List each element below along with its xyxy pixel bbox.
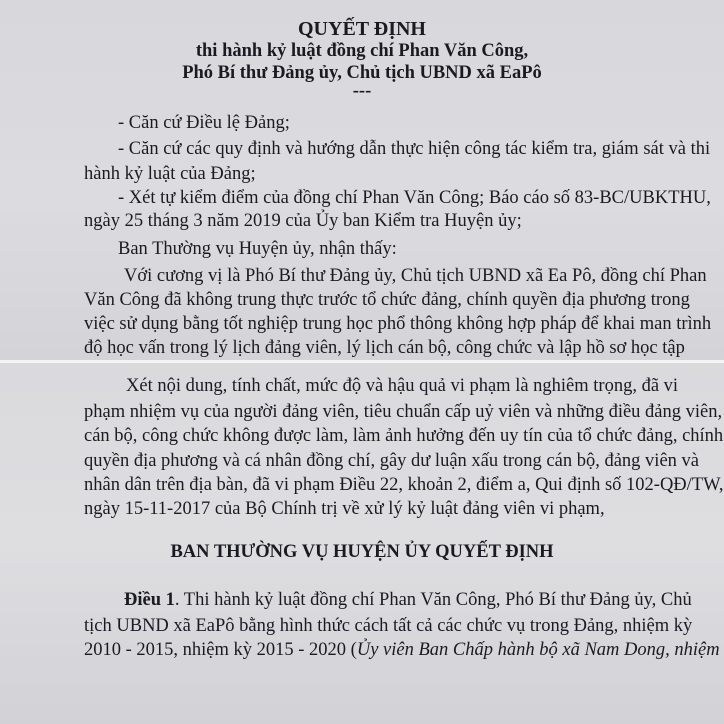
assessment-line-3: cán bộ, công chức không được làm, làm ảnh hưởng đến uy tín của tổ chức đảng, chính — [84, 426, 724, 446]
assessment-line-1: Xét nội dung, tính chất, mức độ và hậu quả vi phạm là nghiêm trọng, đã vi — [126, 376, 679, 396]
assessment-line-4: quyền địa phương và cá nhân đồng chí, gây dư luận xấu trong cán bộ, đảng viên và — [84, 451, 699, 471]
title-separator: --- — [352, 81, 372, 101]
findings-line-2: Văn Công đã không trung thực trước tổ chức đảng, chính quyền địa phương trong — [84, 290, 690, 310]
basis-line-3: hành kỷ luật của Đảng; — [84, 164, 256, 184]
basis-line-5: ngày 25 tháng 3 năm 2019 của Ủy ban Kiểm tra Huyện ủy; — [84, 211, 522, 231]
decision-subtitle-line2: Phó Bí thư Đảng ủy, Chủ tịch UBND xã EaPô — [182, 63, 542, 83]
article-1-label: Điều 1 — [124, 590, 175, 610]
document-photo-top — [0, 0, 724, 360]
findings-line-1: Với cương vị là Phó Bí thư Đảng ủy, Chủ tịch UBND xã Ea Pô, đồng chí Phan — [124, 266, 707, 286]
assessment-line-2: phạm nhiệm vụ của người đảng viên, tiêu chuẩn cấp uỷ viên và những điều đảng viên, — [84, 402, 723, 422]
assessment-line-6: ngày 15-11-2017 của Bộ Chính trị về xử lý kỷ luật đảng viên vi phạm, — [84, 499, 605, 519]
standing-committee-note: Ban Thường vụ Huyện ủy, nhận thấy: — [118, 239, 397, 259]
article-1-text: . Thi hành kỷ luật đồng chí Phan Văn Công, Phó Bí thư Đảng ủy, Chủ — [174, 590, 692, 610]
basis-line-1: - Căn cứ Điều lệ Đảng; — [118, 113, 290, 133]
decision-heading: BAN THƯỜNG VỤ HUYỆN ỦY QUYẾT ĐỊNH — [170, 542, 554, 562]
article-1-term: 2010 - 2015, nhiệm kỳ 2015 - 2020 ( — [84, 640, 357, 660]
findings-line-4: độ học vấn trong lý lịch đảng viên, lý lịch cán bộ, công chức và lập hồ sơ học tập — [84, 338, 685, 358]
basis-line-2: - Căn cứ các quy định và hướng dẫn thực hiện công tác kiểm tra, giám sát và thi — [118, 139, 711, 159]
decision-title: QUYẾT ĐỊNH — [298, 18, 426, 40]
basis-line-4: - Xét tự kiểm điểm của đồng chí Phan Văn Công; Báo cáo số 83-BC/UBKTHU, — [118, 188, 711, 208]
article-1-line-3 — [84, 639, 720, 661]
document-photo-bottom — [0, 363, 724, 724]
article-1-italic: Ủy viên Ban Chấp hành bộ xã Nam Dong, nhiệm — [356, 640, 720, 660]
decision-subtitle-line1: thi hành kỷ luật đồng chí Phan Văn Công, — [195, 41, 529, 61]
findings-line-3: việc sử dụng bằng tốt nghiệp trung học phổ thông không hợp pháp để khai man trình — [84, 314, 712, 334]
assessment-line-5: nhân dân trên địa bàn, đã vi phạm Điều 22, khoản 2, điểm a, Qui định số 102-QĐ/TW, — [84, 475, 724, 495]
article-1-line-1 — [124, 589, 692, 611]
article-1-line-2: tịch UBND xã EaPô bằng hình thức cách tất cả các chức vụ trong Đảng, nhiệm kỳ — [84, 616, 693, 636]
